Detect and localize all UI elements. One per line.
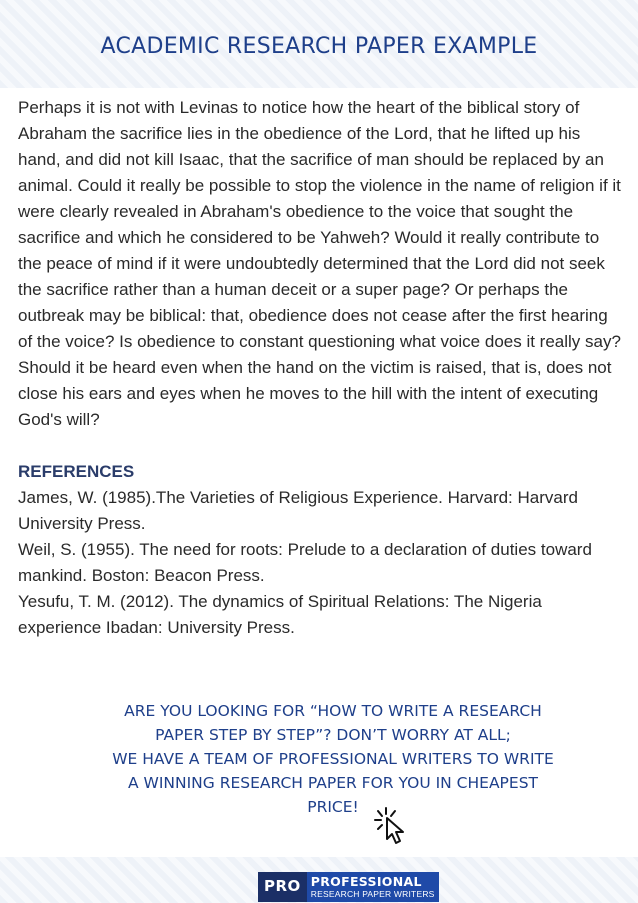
body-paragraph: Perhaps it is not with Levinas to notice how the heart of the biblical story of Abraham the sacrifice lies in the obedience of the Lord, that he lifted up his hand, and did not kill Isaac, that the sacrifice of man should be replaced by an animal. Could it really be possible to stop the violence in the name of religion if it were clearly revealed in Abraham's obedience to the voice that sought the sacrifice and which he considered to be Yahweh? Would it really contribute to the peace of mind if it were undoubtedly determined that the Lord did not seek the sacrifice rather than a human deceit or a super page? Or perhaps the outbreak may be biblical: that, obedience does not cease after the first hearing of the voice? Is obedience to constant questioning what voice does it really say? Should it be heard even when the hand on the victim is raised, that is, does not close his ears and eyes when he moves to the hill with the intent of executing God's will? — [18, 98, 621, 429]
references-heading: REFERENCES — [18, 462, 135, 481]
references-section — [18, 459, 624, 641]
cta-line: WE HAVE A TEAM OF PROFESSIONAL WRITERS TO WRITE — [112, 750, 554, 768]
cursor-click-icon — [374, 806, 418, 846]
reference-item: Weil, S. (1955). The need for roots: Prelude to a declaration of duties toward mankind. Boston: Beacon Press. — [18, 540, 592, 585]
page-title: ACADEMIC RESEARCH PAPER EXAMPLE — [100, 34, 538, 59]
cta-line: PAPER STEP BY STEP”? DON’T WORRY AT ALL; — [155, 726, 511, 744]
cta-line: PRICE! — [307, 798, 359, 816]
logo-badge: PRO — [258, 872, 307, 902]
cta-line: A WINNING RESEARCH PAPER FOR YOU IN CHEAPEST — [127, 774, 539, 792]
brand-logo — [258, 872, 439, 902]
logo-main-text: PROFESSIONAL — [310, 874, 422, 889]
call-to-action — [50, 699, 616, 819]
cta-line: ARE YOU LOOKING FOR “HOW TO WRITE A RESEARCH — [124, 702, 542, 720]
logo-sub-text: RESEARCH PAPER WRITERS — [310, 889, 435, 899]
logo-wordmark — [307, 872, 439, 902]
reference-item: Yesufu, T. M. (2012). The dynamics of Spiritual Relations: The Nigeria experience Ibadan: University Press. — [18, 592, 542, 637]
reference-item: James, W. (1985).The Varieties of Religious Experience. Harvard: Harvard University Press. — [18, 488, 578, 533]
article-content — [18, 95, 624, 641]
